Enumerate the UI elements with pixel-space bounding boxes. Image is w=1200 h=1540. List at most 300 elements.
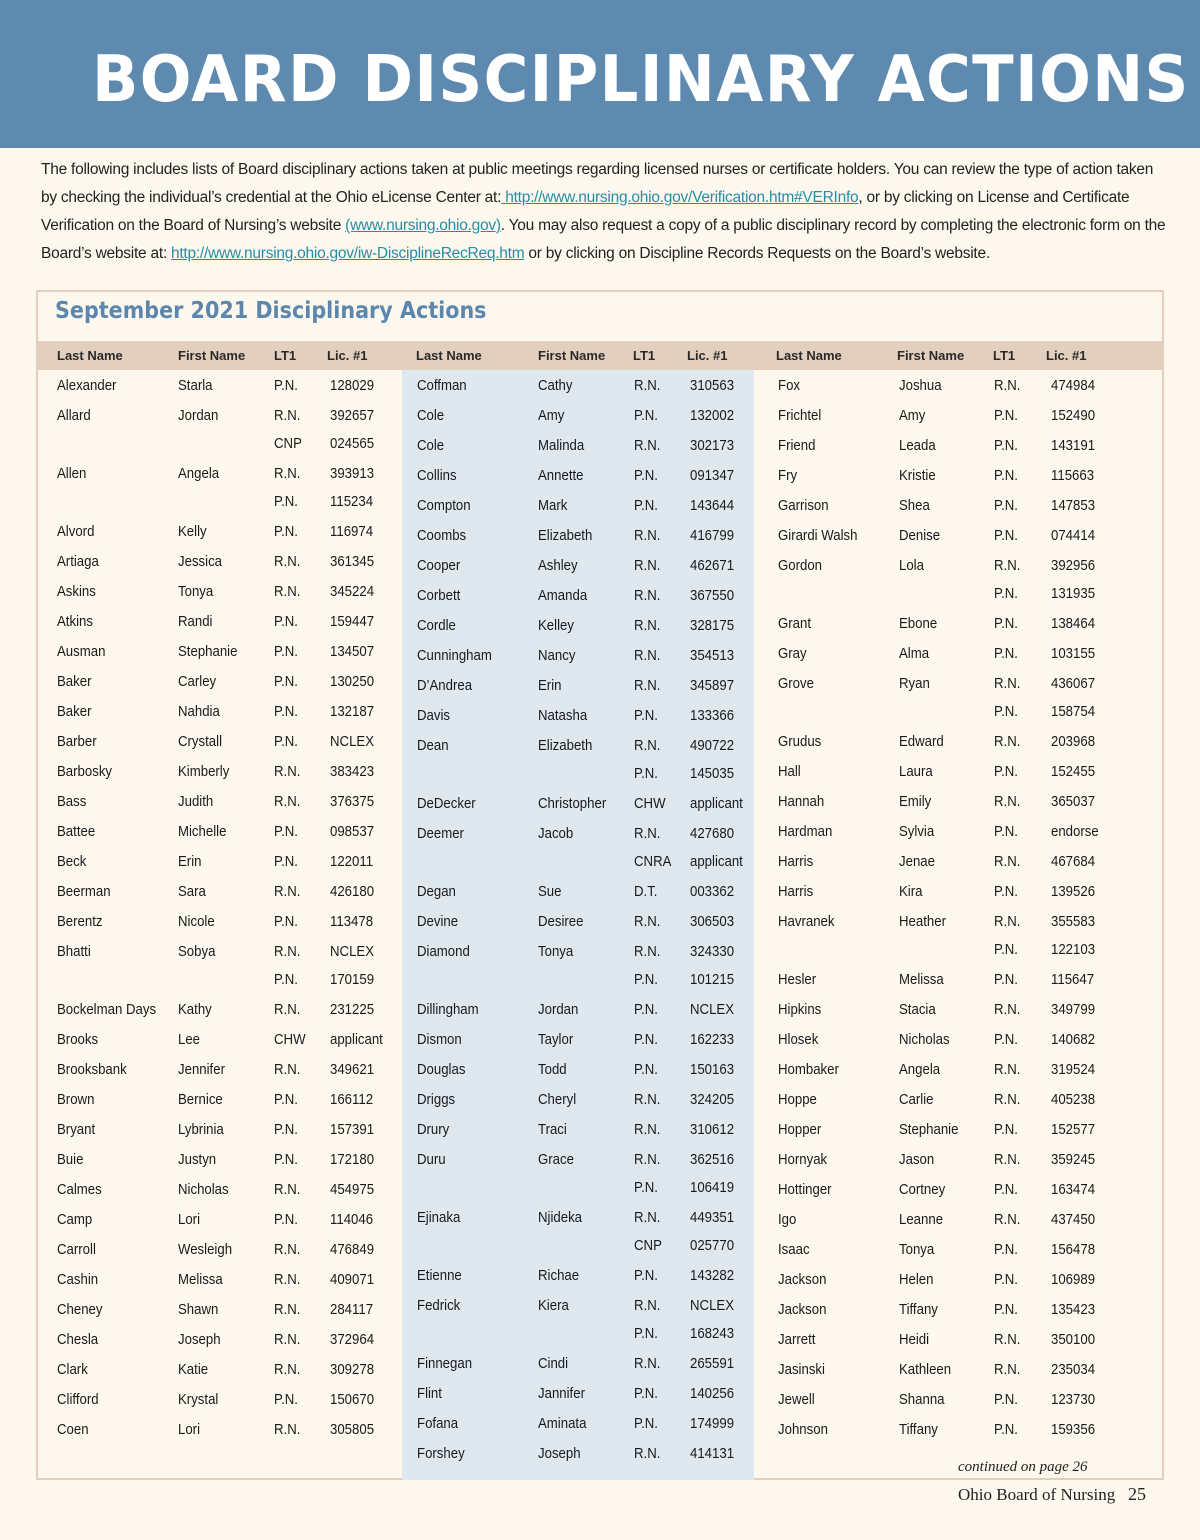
lt1-cell: R.N. — [994, 793, 1021, 810]
lt1-cell: R.N. — [994, 1211, 1021, 1228]
last-name-cell: Battee — [57, 823, 96, 840]
license-cell: 135423 — [1051, 1301, 1096, 1318]
last-name-cell: Clifford — [57, 1391, 99, 1408]
last-name-cell: Brooksbank — [57, 1061, 127, 1078]
last-name-cell: Compton — [417, 497, 471, 514]
last-name-cell: Brown — [57, 1091, 95, 1108]
license-cell: 140682 — [1051, 1031, 1096, 1048]
lt1-cell: R.N. — [274, 1241, 301, 1258]
license-cell: 128029 — [330, 377, 375, 394]
lt1-cell: P.N. — [274, 913, 298, 930]
first-name-cell: Njideka — [538, 1209, 583, 1226]
lt1-cell: P.N. — [994, 407, 1018, 424]
license-cell: 115647 — [1051, 971, 1095, 988]
license-cell: 350100 — [1051, 1331, 1096, 1348]
last-name-cell: Dismon — [417, 1031, 462, 1048]
lt1-cell: P.N. — [274, 853, 298, 870]
license-cell: 091347 — [690, 467, 735, 484]
lt1-cell: P.N. — [634, 971, 658, 988]
lt1-cell: P.N. — [634, 707, 658, 724]
lt1-cell: P.N. — [274, 377, 298, 394]
last-name-cell: Barbosky — [57, 763, 113, 780]
last-name-cell: Allen — [57, 465, 87, 482]
first-name-cell: Tonya — [899, 1241, 935, 1258]
first-name-cell: Jennifer — [178, 1061, 225, 1078]
lt1-cell: CNRA — [634, 853, 672, 870]
lt1-cell: P.N. — [994, 1241, 1018, 1258]
first-name-cell: Wesleigh — [178, 1241, 233, 1258]
lt1-cell: P.N. — [634, 407, 658, 424]
license-cell: 414131 — [690, 1445, 735, 1462]
license-cell: 003362 — [690, 883, 735, 900]
first-name-cell: Heather — [899, 913, 946, 930]
license-cell: 116974 — [330, 523, 374, 540]
first-name-cell: Helen — [899, 1271, 934, 1288]
license-cell: 383423 — [330, 763, 375, 780]
license-cell: 324330 — [690, 943, 735, 960]
license-cell: 130250 — [330, 673, 375, 690]
last-name-cell: Bhatti — [57, 943, 91, 960]
last-name-cell: Collins — [417, 467, 457, 484]
first-name-cell: Cheryl — [538, 1091, 577, 1108]
last-name-cell: Bryant — [57, 1121, 96, 1138]
license-cell: 143282 — [690, 1267, 735, 1284]
last-name-cell: Friend — [778, 437, 816, 454]
lt1-cell: R.N. — [274, 1421, 301, 1438]
first-name-cell: Tonya — [178, 583, 214, 600]
lt1-cell: P.N. — [274, 493, 298, 510]
lt1-cell: P.N. — [274, 823, 298, 840]
first-name-cell: Tiffany — [899, 1421, 938, 1438]
first-name-cell: Stephanie — [178, 643, 238, 660]
first-name-cell: Aminata — [538, 1415, 587, 1432]
lt1-cell: P.N. — [994, 1121, 1018, 1138]
license-cell: 132002 — [690, 407, 735, 424]
lt1-cell: R.N. — [274, 1331, 301, 1348]
last-name-cell: Driggs — [417, 1091, 456, 1108]
last-name-cell: Hesler — [778, 971, 817, 988]
first-name-cell: Kristie — [899, 467, 936, 484]
first-name-header: First Name — [178, 348, 246, 363]
last-name-cell: Girardi Walsh — [778, 527, 858, 544]
intro-text-1: The following includes lists of Board disciplinary actions taken at public meetings regarding licensed nurses or certificate holders. You can review the type of action taken by checking the individual’s credential at the Ohio eLicense Center at: — [41, 161, 1154, 206]
last-name-cell: Drury — [417, 1121, 450, 1138]
last-name-cell: Frichtel — [778, 407, 822, 424]
last-name-cell: Calmes — [57, 1181, 102, 1198]
license-cell: 319524 — [1051, 1061, 1096, 1078]
last-name-cell: Hardman — [778, 823, 833, 840]
license-cell: 467684 — [1051, 853, 1096, 870]
license-cell: 138464 — [1051, 615, 1096, 632]
license-cell: 152490 — [1051, 407, 1096, 424]
lt1-cell: P.N. — [994, 1421, 1018, 1438]
lt1-cell: P.N. — [994, 467, 1018, 484]
last-name-cell: Jackson — [778, 1301, 827, 1318]
lt1-cell: R.N. — [634, 913, 661, 930]
last-name-cell: Dillingham — [417, 1001, 479, 1018]
first-name-cell: Shawn — [178, 1301, 219, 1318]
last-name-cell: Berentz — [57, 913, 103, 930]
license-cell: 157391 — [330, 1121, 375, 1138]
first-name-cell: Justyn — [178, 1151, 217, 1168]
first-name-cell: Nicholas — [899, 1031, 950, 1048]
last-name-cell: D’Andrea — [417, 677, 473, 694]
last-name-cell: Gray — [778, 645, 807, 662]
last-name-cell: Duru — [417, 1151, 446, 1168]
lt1-cell: P.N. — [994, 585, 1018, 602]
lt1-cell: D.T. — [634, 883, 658, 900]
verification-link[interactable]: http://www.nursing.ohio.gov/Verification.htm#VERInfo — [501, 189, 859, 206]
first-name-cell: Cortney — [899, 1181, 946, 1198]
license-cell: 145035 — [690, 765, 735, 782]
last-name-cell: Carroll — [57, 1241, 96, 1258]
first-name-cell: Kimberly — [178, 763, 230, 780]
lt1-cell: P.N. — [994, 971, 1018, 988]
lt1-cell: R.N. — [274, 883, 301, 900]
intro-text-4: or by clicking on Discipline Records Requests on the Board’s website. — [524, 245, 990, 262]
first-name-cell: Kiera — [538, 1297, 569, 1314]
last-name-cell: Douglas — [417, 1061, 466, 1078]
first-name-cell: Amy — [899, 407, 926, 424]
lt1-cell: P.N. — [994, 1391, 1018, 1408]
first-name-cell: Lee — [178, 1031, 201, 1048]
first-name-cell: Annette — [538, 467, 584, 484]
first-name-cell: Richae — [538, 1267, 580, 1284]
lt1-cell: R.N. — [274, 583, 301, 600]
lt1-cell: P.N. — [634, 1179, 658, 1196]
license-cell: 122103 — [1051, 941, 1096, 958]
license-cell: 162233 — [690, 1031, 735, 1048]
license-cell: 150670 — [330, 1391, 375, 1408]
first-name-cell: Christopher — [538, 795, 607, 812]
first-name-header: First Name — [897, 348, 965, 363]
lt1-cell: R.N. — [274, 763, 301, 780]
last-name-cell: Degan — [417, 883, 456, 900]
first-name-cell: Jenae — [899, 853, 935, 870]
first-name-cell: Ryan — [899, 675, 930, 692]
first-name-cell: Elizabeth — [538, 527, 593, 544]
last-name-cell: Cashin — [57, 1271, 99, 1288]
lt1-cell: R.N. — [274, 943, 301, 960]
lt1-cell: P.N. — [994, 437, 1018, 454]
first-name-cell: Tonya — [538, 943, 574, 960]
last-name-cell: Etienne — [417, 1267, 462, 1284]
license-cell: 025770 — [690, 1237, 735, 1254]
lt1-cell: R.N. — [634, 617, 661, 634]
lt1-cell: R.N. — [634, 587, 661, 604]
lt1-header: LT1 — [274, 348, 297, 363]
last-name-cell: Ausman — [57, 643, 106, 660]
first-name-cell: Shea — [899, 497, 930, 514]
last-name-cell: Harris — [778, 883, 814, 900]
lt1-cell: P.N. — [994, 527, 1018, 544]
license-cell: 114046 — [330, 1211, 374, 1228]
lt1-cell: R.N. — [634, 377, 661, 394]
page-title: BOARD DISCIPLINARY ACTIONS — [92, 43, 1190, 117]
last-name-header: Last Name — [776, 348, 842, 363]
last-name-cell: Coen — [57, 1421, 89, 1438]
license-cell: 143644 — [690, 497, 735, 514]
last-name-cell: Bass — [57, 793, 87, 810]
last-name-cell: Askins — [57, 583, 96, 600]
lt1-cell: P.N. — [274, 733, 298, 750]
last-name-cell: Cunningham — [417, 647, 492, 664]
license-cell: 393913 — [330, 465, 375, 482]
license-header: Lic. #1 — [687, 348, 728, 363]
last-name-cell: Hannah — [778, 793, 825, 810]
last-name-cell: Jackson — [778, 1271, 827, 1288]
license-cell: applicant — [330, 1031, 383, 1048]
last-name-cell: Igo — [778, 1211, 797, 1228]
license-cell: 143191 — [1051, 437, 1096, 454]
lt1-cell: R.N. — [994, 733, 1021, 750]
license-cell: 349799 — [1051, 1001, 1096, 1018]
first-name-cell: Sara — [178, 883, 206, 900]
license-cell: 474984 — [1051, 377, 1096, 394]
license-cell: 361345 — [330, 553, 375, 570]
header-banner — [0, 0, 1200, 148]
lt1-cell: R.N. — [994, 557, 1021, 574]
first-name-cell: Joshua — [899, 377, 942, 394]
lt1-cell: R.N. — [634, 825, 661, 842]
last-name-cell: Devine — [417, 913, 459, 930]
license-cell: applicant — [690, 853, 743, 870]
first-name-cell: Desiree — [538, 913, 584, 930]
license-cell: 122011 — [330, 853, 374, 870]
last-name-cell: Flint — [417, 1385, 442, 1402]
first-name-cell: Lori — [178, 1421, 201, 1438]
last-name-cell: Camp — [57, 1211, 93, 1228]
first-name-cell: Amanda — [538, 587, 588, 604]
first-name-cell: Lola — [899, 557, 924, 574]
first-name-cell: Randi — [178, 613, 213, 630]
license-cell: 309278 — [330, 1361, 375, 1378]
lt1-cell: P.N. — [634, 1031, 658, 1048]
first-name-cell: Sylvia — [899, 823, 935, 840]
lt1-cell: P.N. — [274, 613, 298, 630]
license-cell: 345897 — [690, 677, 735, 694]
license-cell: 416799 — [690, 527, 735, 544]
last-name-cell: Forshey — [417, 1445, 465, 1462]
license-cell: 106989 — [1051, 1271, 1096, 1288]
first-name-cell: Bernice — [178, 1091, 223, 1108]
first-name-cell: Erin — [538, 677, 562, 694]
license-cell: 024565 — [330, 435, 375, 452]
lt1-cell: P.N. — [994, 763, 1018, 780]
license-cell: 355583 — [1051, 913, 1096, 930]
license-cell: 436067 — [1051, 675, 1096, 692]
lt1-cell: P.N. — [274, 643, 298, 660]
last-name-cell: Isaac — [778, 1241, 810, 1258]
first-name-cell: Stephanie — [899, 1121, 959, 1138]
last-name-cell: Alexander — [57, 377, 117, 394]
last-name-cell: Hornyak — [778, 1151, 828, 1168]
last-name-cell: Hipkins — [778, 1001, 822, 1018]
section-title: September 2021 Disciplinary Actions — [55, 298, 487, 324]
license-cell: 106419 — [690, 1179, 735, 1196]
license-cell: 166112 — [330, 1091, 374, 1108]
last-name-header: Last Name — [416, 348, 482, 363]
last-name-cell: Harris — [778, 853, 814, 870]
last-name-cell: Fox — [778, 377, 801, 394]
lt1-cell: R.N. — [634, 1151, 661, 1168]
license-cell: 310612 — [690, 1121, 735, 1138]
lt1-cell: R.N. — [634, 647, 661, 664]
first-name-cell: Shanna — [899, 1391, 945, 1408]
lt1-cell: CNP — [274, 435, 302, 452]
first-name-cell: Lybrinia — [178, 1121, 224, 1138]
first-name-cell: Starla — [178, 377, 213, 394]
last-name-cell: Fedrick — [417, 1297, 461, 1314]
lt1-cell: R.N. — [994, 1091, 1021, 1108]
last-name-cell: Grudus — [778, 733, 822, 750]
first-name-cell: Nicholas — [178, 1181, 229, 1198]
last-name-cell: Beck — [57, 853, 87, 870]
first-name-cell: Cindi — [538, 1355, 569, 1372]
lt1-cell: R.N. — [634, 1355, 661, 1372]
lt1-cell: P.N. — [274, 523, 298, 540]
lt1-cell: R.N. — [274, 465, 301, 482]
last-name-cell: Hoppe — [778, 1091, 817, 1108]
license-cell: 113478 — [330, 913, 374, 930]
first-name-cell: Lori — [178, 1211, 201, 1228]
license-cell: 376375 — [330, 793, 375, 810]
first-name-cell: Ashley — [538, 557, 578, 574]
lt1-header: LT1 — [633, 348, 656, 363]
lt1-cell: R.N. — [634, 437, 661, 454]
lt1-cell: P.N. — [274, 1211, 298, 1228]
lt1-header: LT1 — [993, 348, 1016, 363]
license-cell: 362516 — [690, 1151, 735, 1168]
first-name-cell: Kathleen — [899, 1361, 952, 1378]
license-cell: 172180 — [330, 1151, 375, 1168]
first-name-cell: Tiffany — [899, 1301, 938, 1318]
first-name-cell: Taylor — [538, 1031, 574, 1048]
license-cell: 074414 — [1051, 527, 1096, 544]
lt1-cell: R.N. — [634, 1121, 661, 1138]
board-website-link[interactable]: (www.nursing.ohio.gov) — [345, 217, 501, 234]
license-cell: 158754 — [1051, 703, 1096, 720]
first-name-cell: Grace — [538, 1151, 574, 1168]
license-cell: 490722 — [690, 737, 735, 754]
lt1-cell: R.N. — [274, 1061, 301, 1078]
license-cell: 231225 — [330, 1001, 375, 1018]
license-cell: 454975 — [330, 1181, 375, 1198]
last-name-cell: Jarrett — [778, 1331, 816, 1348]
first-name-cell: Jacob — [538, 825, 574, 842]
lt1-cell: P.N. — [634, 765, 658, 782]
last-name-cell: Fofana — [417, 1415, 459, 1432]
license-cell: 310563 — [690, 377, 735, 394]
lt1-cell: P.N. — [994, 1301, 1018, 1318]
license-cell: NCLEX — [330, 733, 375, 750]
first-name-cell: Katie — [178, 1361, 209, 1378]
last-name-cell: Beerman — [57, 883, 111, 900]
first-name-cell: Leada — [899, 437, 936, 454]
intro-text-2: , or by clicking on License and Certificate Verification on the Board of Nursing’s website — [41, 189, 1130, 234]
license-cell: 132187 — [330, 703, 375, 720]
intro-paragraph — [41, 156, 1166, 268]
lt1-cell: P.N. — [994, 883, 1018, 900]
first-name-cell: Jessica — [178, 553, 223, 570]
lt1-cell: R.N. — [994, 913, 1021, 930]
first-name-cell: Sue — [538, 883, 562, 900]
first-name-cell: Nicole — [178, 913, 215, 930]
last-name-cell: Finnegan — [417, 1355, 473, 1372]
discipline-records-link[interactable]: http://www.nursing.ohio.gov/iw-DisciplineRecReq.htm — [170, 245, 525, 262]
license-cell: 476849 — [330, 1241, 375, 1258]
lt1-cell: R.N. — [994, 1061, 1021, 1078]
last-name-header: Last Name — [57, 348, 123, 363]
last-name-cell: Cole — [417, 437, 445, 454]
first-name-cell: Joseph — [538, 1445, 581, 1462]
lt1-cell: P.N. — [634, 1267, 658, 1284]
license-cell: applicant — [690, 795, 743, 812]
first-name-cell: Ebone — [899, 615, 938, 632]
last-name-cell: Fry — [778, 467, 798, 484]
license-cell: 134507 — [330, 643, 375, 660]
lt1-cell: CNP — [634, 1237, 662, 1254]
last-name-cell: DeDecker — [417, 795, 476, 812]
license-cell: 354513 — [690, 647, 735, 664]
intro-text-3: . You may also request a copy of a public disciplinary record by completing the electronic form on the Board’s website at: — [41, 217, 1166, 262]
license-cell: 359245 — [1051, 1151, 1096, 1168]
lt1-cell: R.N. — [634, 557, 661, 574]
lt1-cell: R.N. — [274, 1271, 301, 1288]
first-name-header: First Name — [538, 348, 606, 363]
last-name-cell: Artiaga — [57, 553, 99, 570]
lt1-cell: P.N. — [994, 645, 1018, 662]
lt1-cell: P.N. — [994, 1271, 1018, 1288]
license-cell: 405238 — [1051, 1091, 1096, 1108]
lt1-cell: P.N. — [994, 497, 1018, 514]
license-cell: endorse — [1051, 823, 1099, 840]
first-name-cell: Amy — [538, 407, 565, 424]
license-cell: 139526 — [1051, 883, 1096, 900]
continued-note: continued on page 26 — [958, 1459, 1088, 1475]
license-cell: 265591 — [690, 1355, 735, 1372]
lt1-cell: P.N. — [994, 823, 1018, 840]
lt1-cell: R.N. — [274, 553, 301, 570]
license-cell: 123730 — [1051, 1391, 1096, 1408]
last-name-cell: Hopper — [778, 1121, 822, 1138]
last-name-cell: Baker — [57, 703, 92, 720]
last-name-cell: Gordon — [778, 557, 823, 574]
license-header: Lic. #1 — [1046, 348, 1087, 363]
last-name-cell: Corbett — [417, 587, 461, 604]
lt1-cell: R.N. — [994, 1151, 1021, 1168]
lt1-cell: R.N. — [274, 407, 301, 424]
lt1-cell: P.N. — [994, 941, 1018, 958]
lt1-cell: R.N. — [274, 1301, 301, 1318]
first-name-cell: Sobya — [178, 943, 216, 960]
lt1-cell: CHW — [634, 795, 666, 812]
first-name-cell: Alma — [899, 645, 930, 662]
license-cell: 140256 — [690, 1385, 735, 1402]
first-name-cell: Melissa — [178, 1271, 223, 1288]
last-name-cell: Alvord — [57, 523, 95, 540]
lt1-cell: R.N. — [994, 1361, 1021, 1378]
first-name-cell: Jannifer — [538, 1385, 585, 1402]
last-name-cell: Dean — [417, 737, 449, 754]
last-name-cell: Hall — [778, 763, 801, 780]
first-name-cell: Nahdia — [178, 703, 220, 720]
lt1-cell: P.N. — [274, 1121, 298, 1138]
license-cell: 131935 — [1051, 585, 1096, 602]
license-cell: 115663 — [1051, 467, 1095, 484]
lt1-cell: R.N. — [634, 1297, 661, 1314]
last-name-cell: Cole — [417, 407, 445, 424]
